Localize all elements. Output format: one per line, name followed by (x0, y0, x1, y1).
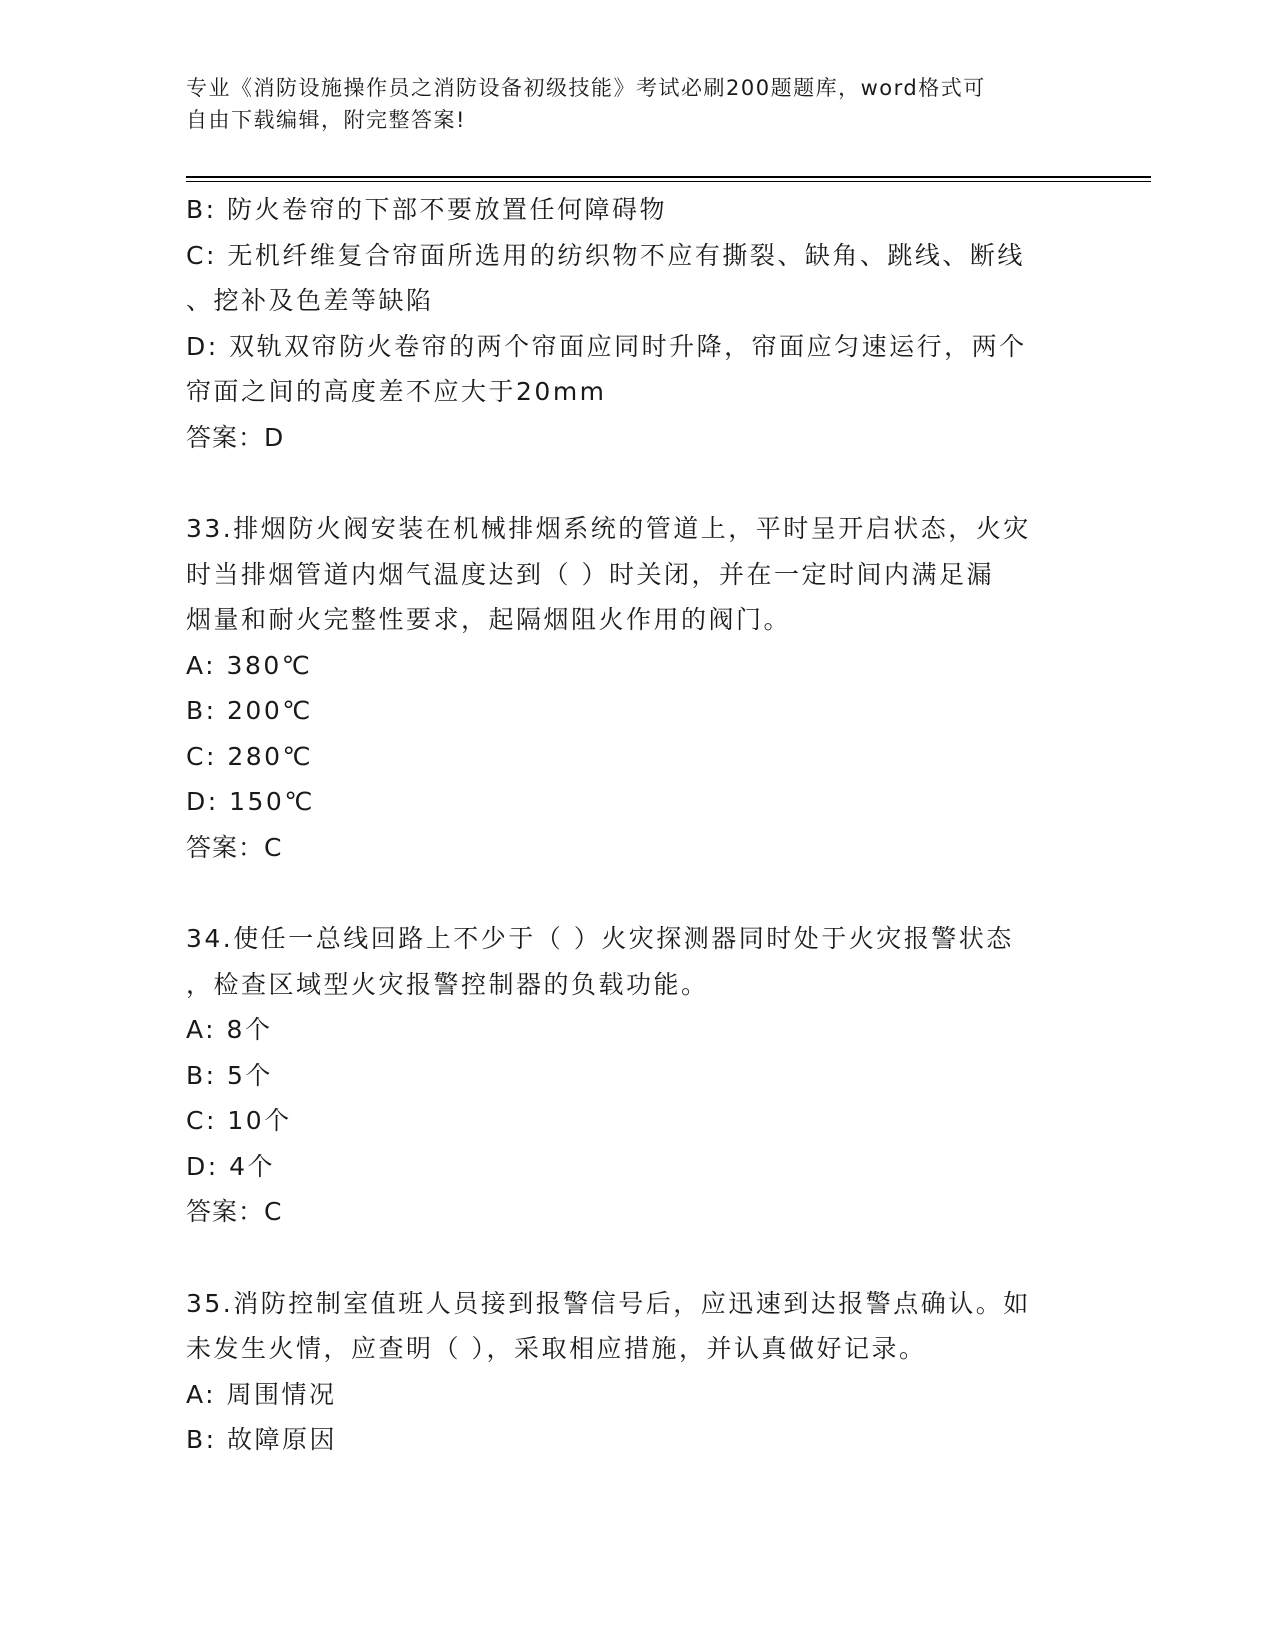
option-b: B: 5个 (186, 1060, 273, 1090)
option-c: C: 无机纤维复合帘面所选用的纺织物不应有撕裂、缺角、跳线、断线 (186, 240, 1025, 270)
question-34 (186, 916, 1066, 1235)
option-c: C: 280℃ (186, 741, 314, 771)
document-header (186, 72, 1066, 136)
question-stem-continued: 未发生火情，应查明（ ），采取相应措施，并认真做好记录。 (186, 1334, 927, 1363)
option-c-continued: 、挖补及色差等缺陷 (186, 286, 434, 315)
question-33 (186, 506, 1066, 870)
question-stem-continued: 时当排烟管道内烟气温度达到（ ）时关闭，并在一定时间内满足漏 (186, 559, 994, 589)
option-a: A: 周围情况 (186, 1379, 337, 1409)
option-d: D: 4个 (186, 1151, 276, 1181)
header-line-2: 自由下载编辑，附完整答案! (186, 108, 466, 132)
answer: 答案：C (186, 832, 283, 862)
header-divider-thin (186, 181, 1151, 182)
option-c: C: 10个 (186, 1106, 292, 1135)
option-d: D: 150℃ (186, 787, 315, 816)
answer: 答案：D (186, 422, 285, 452)
question-stem-continued: 烟量和耐火完整性要求，起隔烟阻火作用的阀门。 (186, 605, 792, 634)
header-line-1: 专业《消防设施操作员之消防设备初级技能》考试必刷200题题库，word格式可 (186, 76, 986, 100)
spacer (186, 1235, 1066, 1281)
question-35 (186, 1281, 1066, 1463)
header-divider-thick (186, 176, 1151, 178)
question-32-continued (186, 187, 1066, 460)
option-d-continued: 帘面之间的高度差不应大于20mm (186, 377, 607, 406)
document-body (186, 187, 1066, 1463)
option-b: B: 防火卷帘的下部不要放置任何障碍物 (186, 195, 668, 224)
option-b: B: 200℃ (186, 696, 313, 725)
answer: 答案：C (186, 1197, 283, 1226)
spacer (186, 870, 1066, 916)
option-a: A: 8个 (186, 1015, 273, 1044)
question-stem: 33.排烟防火阀安装在机械排烟系统的管道上，平时呈开启状态，火灾 (186, 514, 1031, 543)
option-b: B: 故障原因 (186, 1425, 338, 1454)
question-stem-continued: ，检查区域型火灾报警控制器的负载功能。 (186, 969, 709, 999)
option-a: A: 380℃ (186, 650, 313, 680)
question-stem: 35.消防控制室值班人员接到报警信号后，应迅速到达报警点确认。如 (186, 1288, 1031, 1318)
question-stem: 34.使任一总线回路上不少于（ ）火灾探测器同时处于火灾报警状态 (186, 924, 1014, 953)
spacer (186, 460, 1066, 506)
option-d: D: 双轨双帘防火卷帘的两个帘面应同时升降，帘面应匀速运行，两个 (186, 331, 1027, 361)
